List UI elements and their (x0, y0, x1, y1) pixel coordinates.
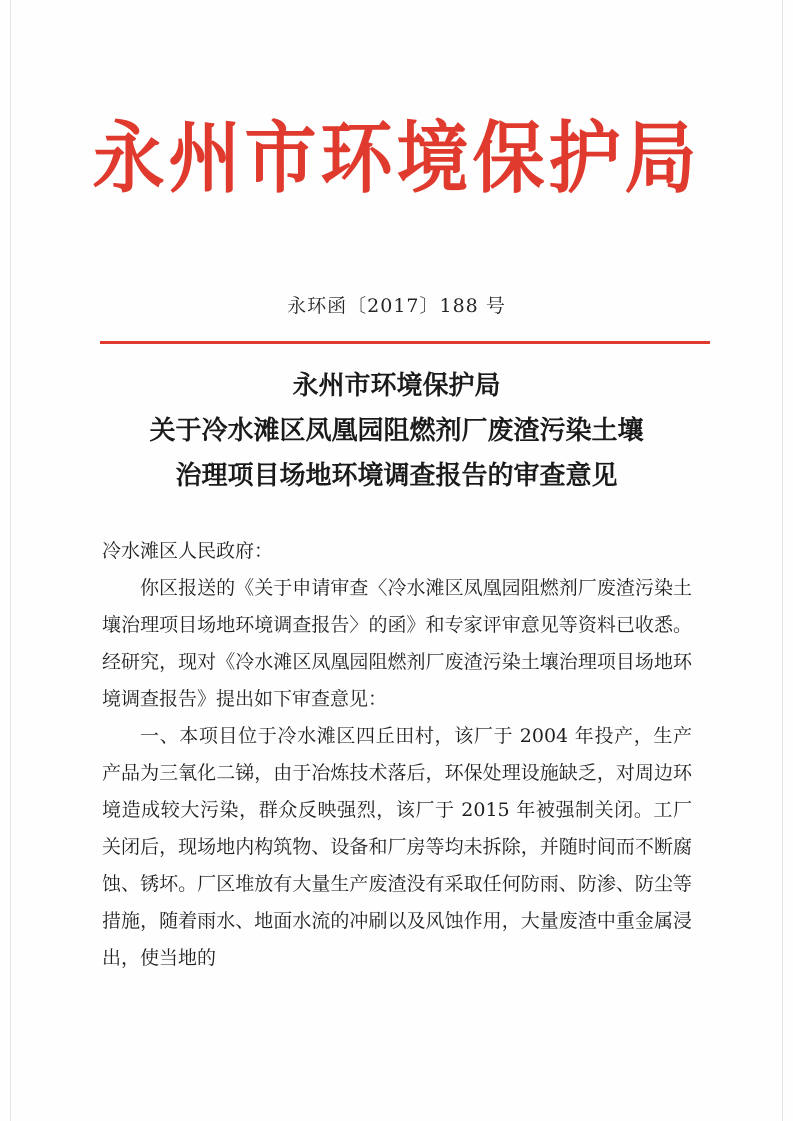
document-title-line-1: 永州市环境保护局 (292, 371, 501, 401)
document-title-line-3: 治理项目场地环境调查报告的审查意见 (175, 461, 618, 491)
body-paragraph-1: 你区报送的《关于申请审查〈冷水滩区凤凰园阻燃剂厂废渣污染土壤治理项目场地环境调查报告〉的函》和专家评审意见等资料已收悉。经研究，现对《冷水滩区凤凰园阻燃剂厂废渣污染土壤治理项目场地环境调查报告》提出如下审查意见： (102, 577, 692, 710)
body-paragraph-2: 一、本项目位于冷水滩区四丘田村，该厂于 2004 年投产，生产产品为三氧化二锑，由于冶炼技术落后，环保处理设施缺乏，对周边环境造成较大污染，群众反映强烈，该厂于 2015 年被强制关闭。工厂关闭后，现场地内构筑物、设备和厂房等均未拆除，并随时间而不断腐蚀、锈坏。厂区堆放有大量生产废渣没有采取任何防雨、防渗、防尘等措施，随着雨水、地面水流的冲刷以及风蚀作用，大量废渣中重金属浸出，使当地的 (102, 725, 692, 969)
document-number: 永环函〔2017〕188 号 (287, 295, 506, 317)
letterhead-divider (100, 341, 710, 344)
salutation: 冷水滩区人民政府： (102, 540, 274, 562)
letterhead-org-name: 永州市环境保护局 (92, 112, 701, 204)
document-title-line-2: 关于冷水滩区凤凰园阻燃剂厂废渣污染土壤 (149, 416, 644, 446)
